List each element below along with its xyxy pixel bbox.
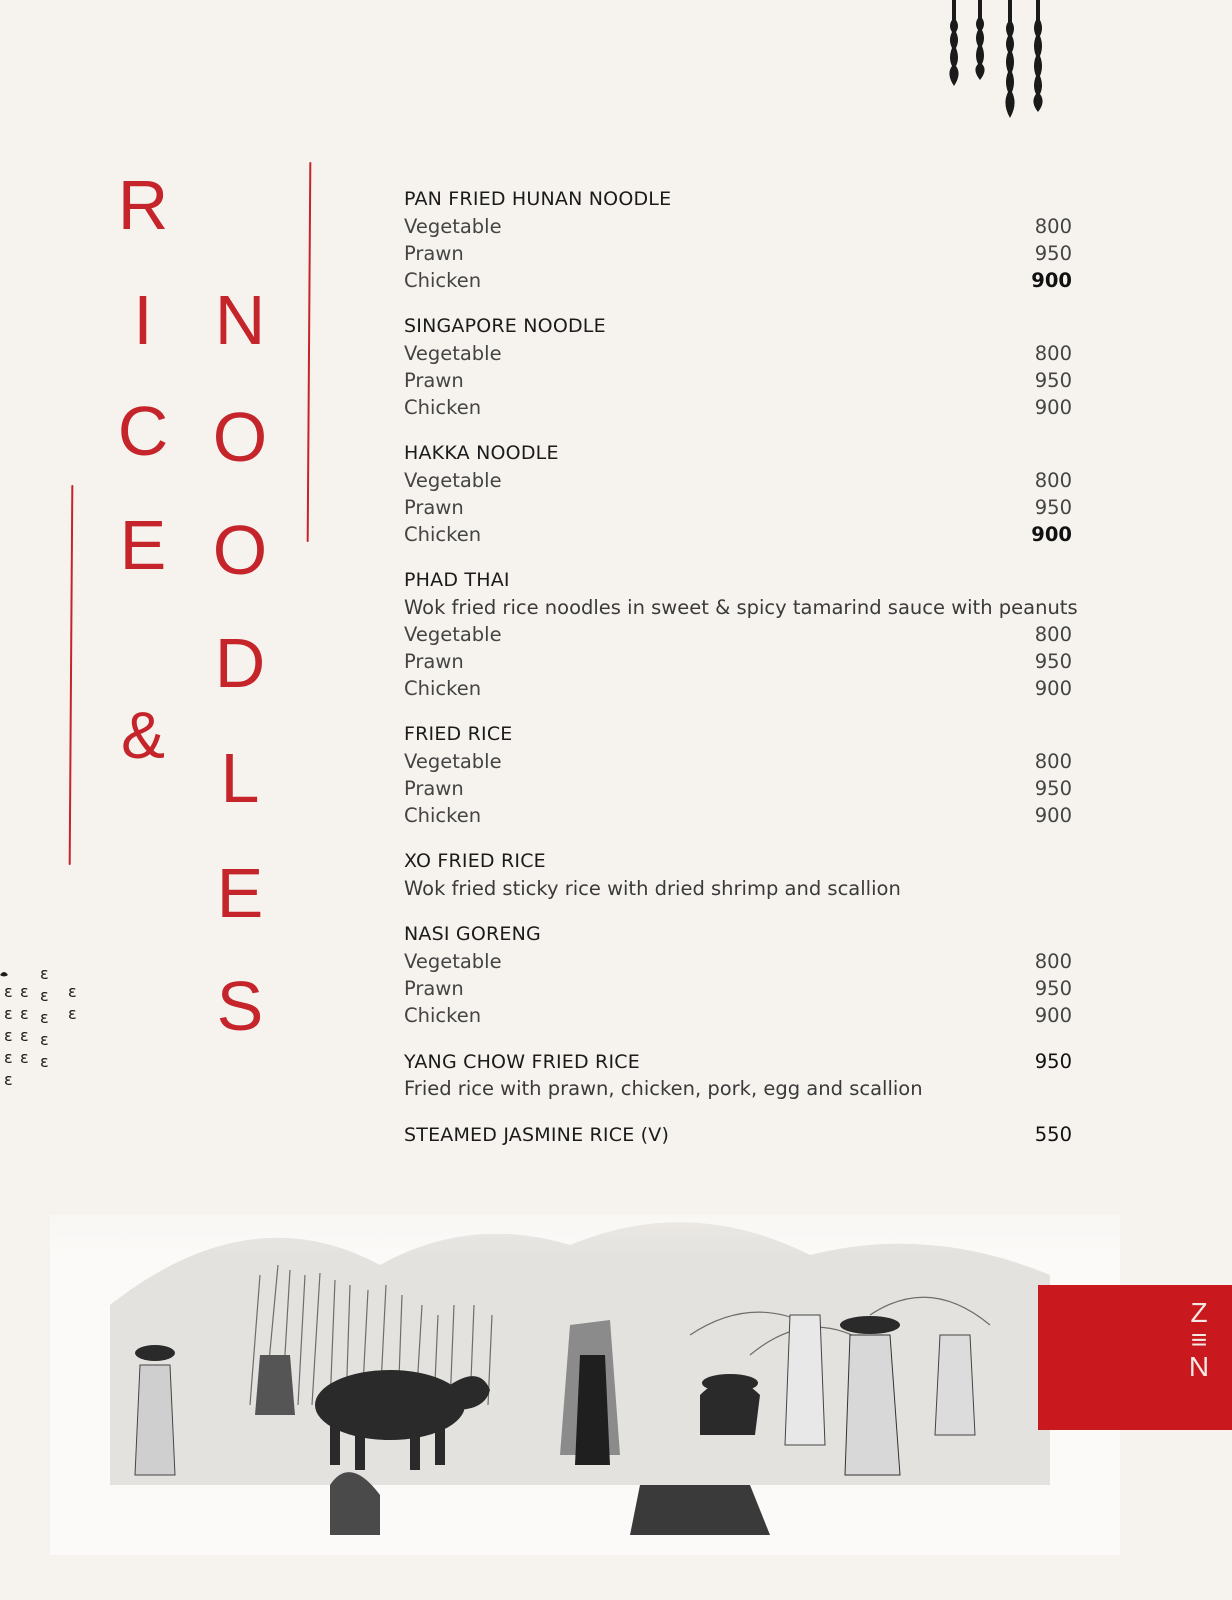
- svg-text:ɛ: ɛ: [40, 1052, 49, 1071]
- dish-name: STEAMED JASMINE RICE (V): [404, 1124, 670, 1146]
- svg-text:ɛ: ɛ: [40, 986, 49, 1005]
- option-label: Vegetable: [404, 215, 502, 238]
- menu-section: [404, 567, 1078, 702]
- dish-name: FRIED RICE: [404, 723, 513, 745]
- option-price: 950: [1034, 777, 1072, 800]
- option-price: 950: [1034, 650, 1072, 673]
- option-label: Vegetable: [404, 623, 502, 646]
- title-letter: &: [120, 698, 166, 772]
- option-price: 900: [1034, 396, 1072, 419]
- svg-text:ɛ: ɛ: [20, 1026, 29, 1045]
- option-price: 800: [1034, 623, 1072, 646]
- option-label: Vegetable: [404, 750, 502, 773]
- option-price: 900: [1034, 677, 1072, 700]
- option-price: 800: [1034, 750, 1072, 773]
- option-label: Prawn: [404, 242, 464, 265]
- option-price: 800: [1034, 215, 1072, 238]
- title-letter: E: [216, 854, 264, 932]
- svg-text:ɛ: ɛ: [40, 1030, 49, 1049]
- option-price: 900: [1034, 804, 1072, 827]
- dish-description: Wok fried rice noodles in sweet & spicy tamarind sauce with peanuts: [404, 596, 1078, 619]
- option-label: Vegetable: [404, 469, 502, 492]
- option-label: Prawn: [404, 650, 464, 673]
- option-price: 800: [1034, 469, 1072, 492]
- option-price: 950: [1034, 977, 1072, 1000]
- dish-price: 950: [1034, 1050, 1072, 1073]
- title-letter: I: [133, 281, 153, 359]
- option-label: Chicken: [404, 1004, 482, 1027]
- brand-wordmark: [1184, 1299, 1214, 1380]
- option-price: 900: [1034, 1004, 1072, 1027]
- hanging-ornament-icon: [940, 0, 1050, 125]
- dish-name: SINGAPORE NOODLE: [404, 315, 606, 337]
- title-letter: S: [216, 967, 264, 1045]
- dish-price: 550: [1034, 1123, 1072, 1146]
- option-price: 800: [1034, 342, 1072, 365]
- option-label: Prawn: [404, 496, 464, 519]
- title-letter: D: [214, 624, 266, 702]
- option-label: Chicken: [404, 804, 482, 827]
- svg-text:ɛ: ɛ: [20, 1048, 29, 1067]
- option-price: 800: [1034, 950, 1072, 973]
- menu-section: [404, 1048, 1072, 1102]
- dish-name: PAN FRIED HUNAN NOODLE: [404, 188, 672, 210]
- title-letter: O: [212, 511, 268, 589]
- brand-logo: [1038, 1285, 1232, 1430]
- option-label: Prawn: [404, 369, 464, 392]
- option-price: 950: [1034, 369, 1072, 392]
- svg-text:ɛ: ɛ: [68, 1004, 77, 1023]
- option-price: 950: [1034, 496, 1072, 519]
- menu-section: [404, 440, 1072, 548]
- svg-text:ɛ: ɛ: [4, 1070, 13, 1089]
- menu-section: [404, 921, 1072, 1029]
- title-letter: R: [117, 166, 169, 244]
- drops-ornament-icon: [0, 964, 100, 1100]
- option-label: Prawn: [404, 977, 464, 1000]
- title-letter: O: [212, 398, 268, 476]
- brand-letter: ≡: [1190, 1324, 1208, 1355]
- svg-text:ɛ: ɛ: [4, 982, 13, 1001]
- svg-text:ɛ: ɛ: [4, 1004, 13, 1023]
- svg-text:ɛ: ɛ: [68, 982, 77, 1001]
- dish-name: YANG CHOW FRIED RICE: [404, 1051, 640, 1073]
- option-price: 950: [1034, 242, 1072, 265]
- option-label: Chicken: [404, 396, 482, 419]
- menu-section: [404, 1121, 1072, 1148]
- dish-description: Wok fried sticky rice with dried shrimp and scallion: [404, 877, 901, 900]
- svg-text:ɛ: ɛ: [40, 1008, 49, 1027]
- option-label: Chicken: [404, 269, 482, 292]
- option-label: Prawn: [404, 777, 464, 800]
- dish-name: PHAD THAI: [404, 569, 510, 591]
- title-rule-left: [69, 485, 74, 865]
- svg-text:ɛ: ɛ: [20, 1004, 29, 1023]
- svg-text:ɛ: ɛ: [4, 1026, 13, 1045]
- dish-description: Fried rice with prawn, chicken, pork, egg and scallion: [404, 1077, 923, 1100]
- menu-list: [404, 186, 1078, 1167]
- dish-name: XO FRIED RICE: [404, 850, 546, 872]
- dish-name: NASI GORENG: [404, 923, 541, 945]
- title-letter: C: [117, 392, 169, 470]
- farming-scene-illustration: [50, 1155, 1120, 1565]
- title-letter: L: [220, 739, 260, 817]
- menu-section: [404, 848, 1072, 902]
- menu-section: [404, 186, 1072, 294]
- option-label: Vegetable: [404, 950, 502, 973]
- svg-text:ɛ: ɛ: [4, 1048, 13, 1067]
- title-letter: N: [214, 281, 266, 359]
- title-letter: E: [119, 506, 167, 584]
- brand-letter: Z: [1190, 1297, 1208, 1328]
- dish-name: HAKKA NOODLE: [404, 442, 559, 464]
- menu-section: [404, 721, 1072, 829]
- option-label: Vegetable: [404, 342, 502, 365]
- menu-section: [404, 313, 1072, 421]
- title-rule-right: [307, 162, 312, 542]
- option-price: 900: [1031, 523, 1072, 546]
- svg-text:ɛ: ɛ: [20, 982, 29, 1001]
- option-price: 900: [1031, 269, 1072, 292]
- svg-text:ɛ: ɛ: [40, 964, 49, 983]
- option-label: Chicken: [404, 523, 482, 546]
- brand-letter: N: [1188, 1351, 1210, 1382]
- option-label: Chicken: [404, 677, 482, 700]
